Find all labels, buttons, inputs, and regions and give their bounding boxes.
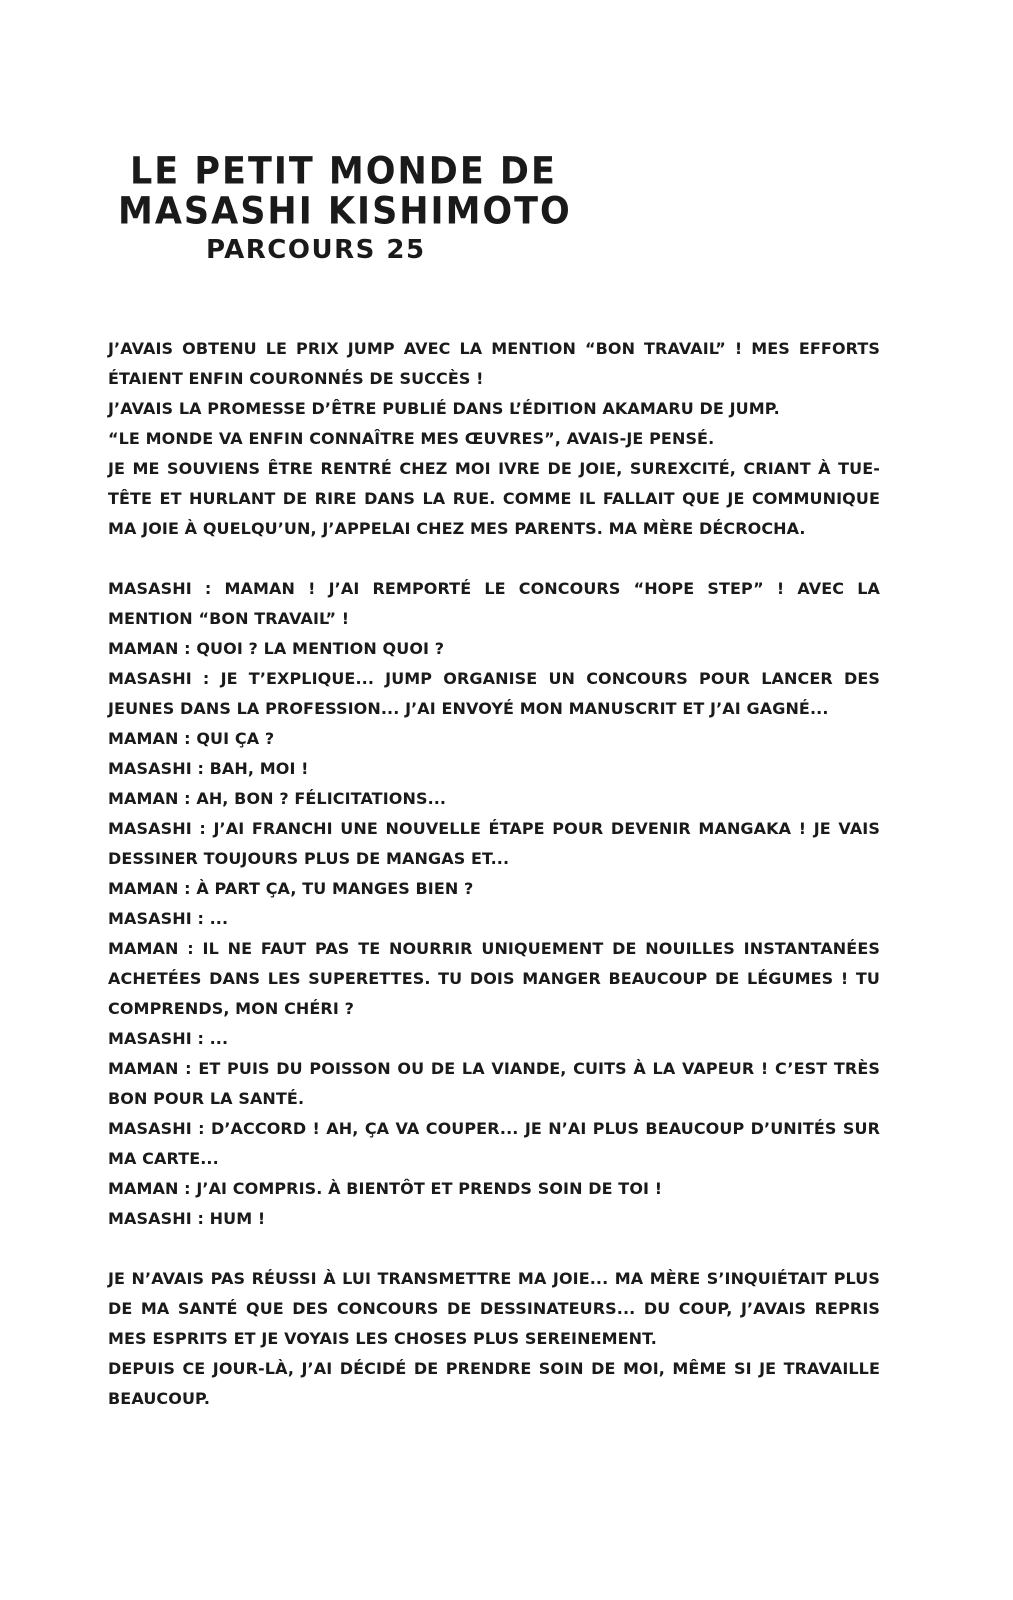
page-title-line-2: MASASHI KISHIMOTO xyxy=(118,190,572,234)
intro-paragraph: J’AVAIS OBTENU LE PRIX JUMP AVEC LA MENTION “BON TRAVAIL” ! MES EFFORTS ÉTAIENT ENFIN COURONNÉS DE SUCCÈS ! xyxy=(108,339,880,388)
dialogue-line: MASASHI : ... xyxy=(108,909,229,928)
dialogue-line: MAMAN : AH, BON ? FÉLICITATIONS... xyxy=(108,789,447,808)
dialogue-line: MAMAN : QUOI ? LA MENTION QUOI ? xyxy=(108,639,445,658)
conclusion-paragraph: JE N’AVAIS PAS RÉUSSI À LUI TRANSMETTRE MA JOIE... MA MÈRE S’INQUIÉTAIT PLUS DE MA SANTÉ QUE DES CONCOURS DE DESSINATEURS... DU COUP, J’AVAIS REPRIS MES ESPRITS ET JE VOYAIS LES CHOSES PLUS SEREINEMENT. xyxy=(108,1269,880,1348)
dialogue-line: MAMAN : QUI ÇA ? xyxy=(108,729,275,748)
dialogue-line: MASASHI : D’ACCORD ! AH, ÇA VA COUPER... JE N’AI PLUS BEAUCOUP D’UNITÉS SUR MA CARTE... xyxy=(108,1119,880,1168)
dialogue-line: MASASHI : MAMAN ! J’AI REMPORTÉ LE CONCOURS “HOPE STEP” ! AVEC LA MENTION “BON TRAVAIL” ! xyxy=(108,579,880,628)
dialogue-line: MAMAN : IL NE FAUT PAS TE NOURRIR UNIQUEMENT DE NOUILLES INSTANTANÉES ACHETÉES DANS LES SUPERETTES. TU DOIS MANGER BEAUCOUP DE LÉGUMES ! TU COMPRENDS, MON CHÉRI ? xyxy=(108,939,880,1018)
body-text xyxy=(108,334,880,1414)
dialogue-line: MASASHI : ... xyxy=(108,1029,229,1048)
intro-paragraph: “LE MONDE VA ENFIN CONNAÎTRE MES ŒUVRES”, AVAIS-JE PENSÉ. xyxy=(108,429,715,448)
title-block xyxy=(118,150,572,268)
dialogue-line: MAMAN : ET PUIS DU POISSON OU DE LA VIANDE, CUITS À LA VAPEUR ! C’EST TRÈS BON POUR LA SANTÉ. xyxy=(108,1059,880,1108)
dialogue-line: MASASHI : JE T’EXPLIQUE... JUMP ORGANISE UN CONCOURS POUR LANCER DES JEUNES DANS LA PROFESSION... J’AI ENVOYÉ MON MANUSCRIT ET J’AI GAGNÉ... xyxy=(108,669,880,718)
page-subtitle: PARCOURS 25 xyxy=(206,235,426,265)
section-spacer xyxy=(108,1234,880,1264)
dialogue-line: MAMAN : À PART ÇA, TU MANGES BIEN ? xyxy=(108,879,474,898)
intro-paragraph: J’AVAIS LA PROMESSE D’ÊTRE PUBLIÉ DANS L’ÉDITION AKAMARU DE JUMP. xyxy=(108,399,780,418)
dialogue-line: MASASHI : HUM ! xyxy=(108,1209,266,1228)
dialogue-line: MASASHI : BAH, MOI ! xyxy=(108,759,309,778)
section-spacer xyxy=(108,544,880,574)
dialogue-line: MASASHI : J’AI FRANCHI UNE NOUVELLE ÉTAPE POUR DEVENIR MANGAKA ! JE VAIS DESSINER TOUJOURS PLUS DE MANGAS ET... xyxy=(108,819,880,868)
dialogue-line: MAMAN : J’AI COMPRIS. À BIENTÔT ET PRENDS SOIN DE TOI ! xyxy=(108,1179,663,1198)
page-title-line-1: LE PETIT MONDE DE xyxy=(130,150,557,194)
intro-paragraph: JE ME SOUVIENS ÊTRE RENTRÉ CHEZ MOI IVRE DE JOIE, SUREXCITÉ, CRIANT À TUE-TÊTE ET HURLANT DE RIRE DANS LA RUE. COMME IL FALLAIT QUE JE COMMUNIQUE MA JOIE À QUELQU’UN, J’APPELAI CHEZ MES PARENTS. MA MÈRE DÉCROCHA. xyxy=(108,459,880,538)
conclusion-paragraph: DEPUIS CE JOUR-LÀ, J’AI DÉCIDÉ DE PRENDRE SOIN DE MOI, MÊME SI JE TRAVAILLE BEAUCOUP. xyxy=(108,1359,880,1408)
